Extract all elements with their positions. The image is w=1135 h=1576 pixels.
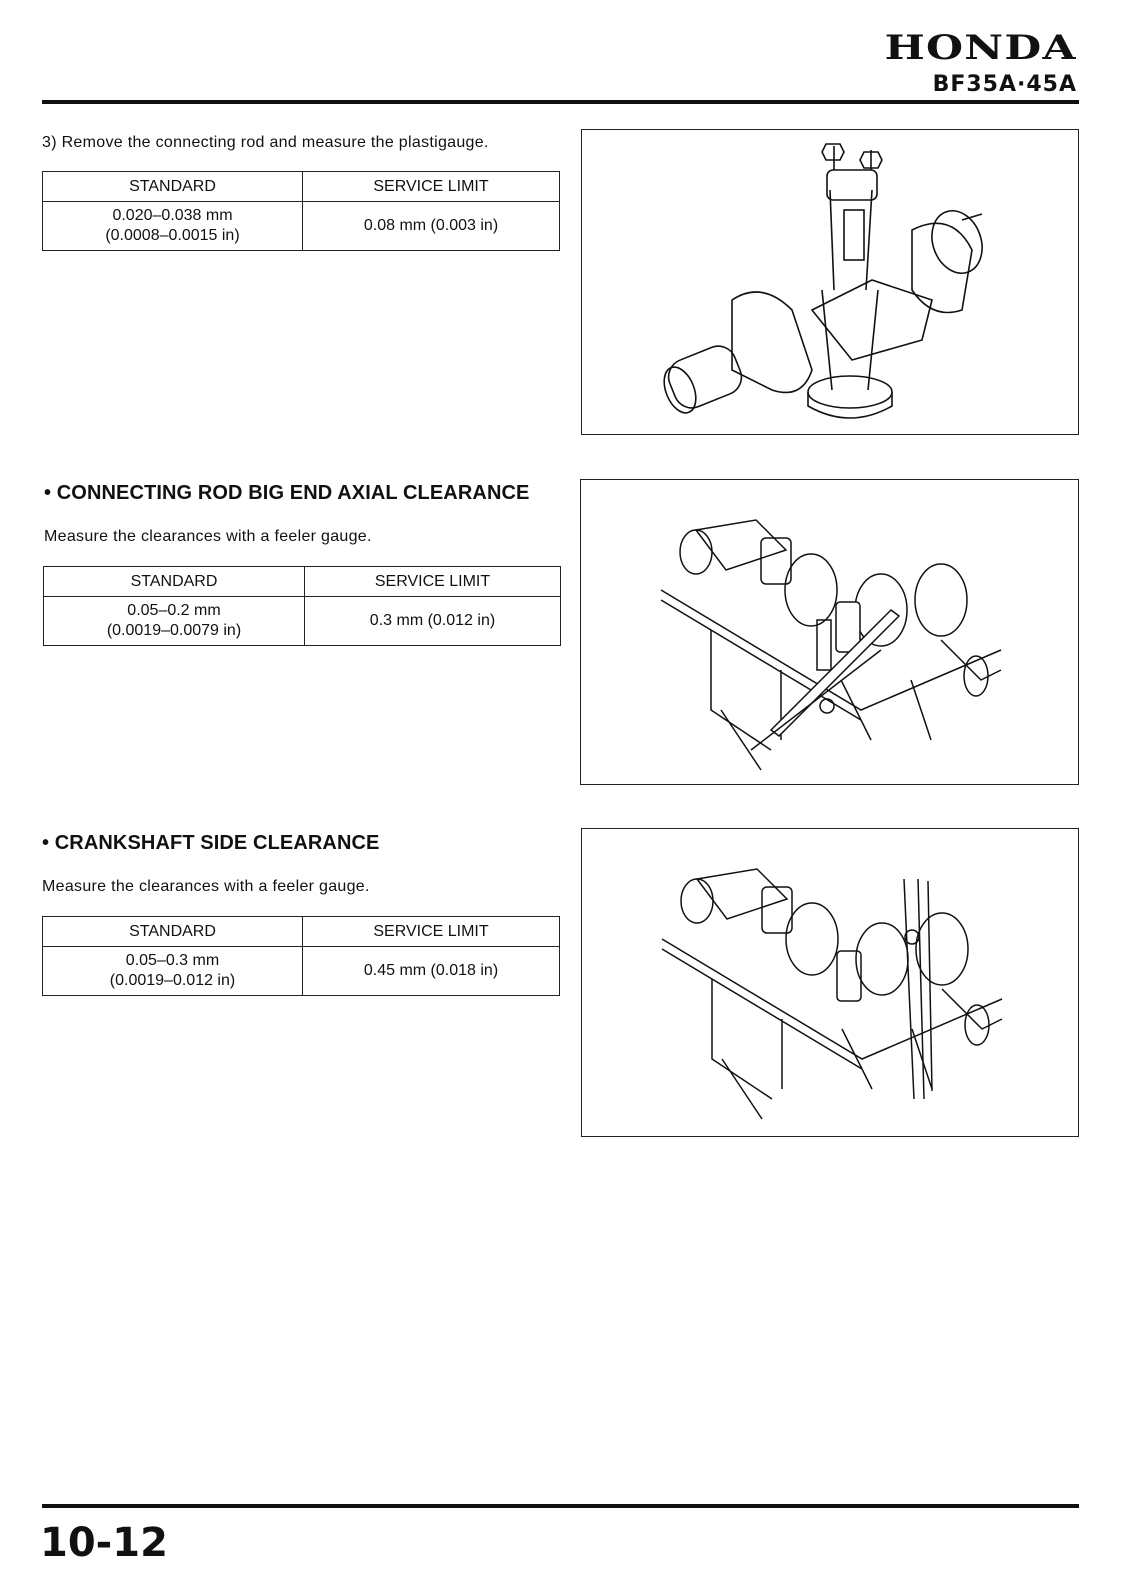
model-label: BF35A·45A xyxy=(932,72,1077,97)
service-limit-header: SERVICE LIMIT xyxy=(303,917,560,947)
page-number: 10-12 xyxy=(40,1520,168,1566)
service-limit-value: 0.45 mm (0.018 in) xyxy=(303,947,560,996)
brand-logo: HONDA xyxy=(884,28,1077,68)
feeler-gauge-crankshaft-illustration-icon xyxy=(582,829,1078,1136)
spec-table-big-end-axial xyxy=(43,566,561,646)
standard-header: STANDARD xyxy=(43,917,303,947)
feeler-gauge-instruction: Measure the clearances with a feeler gauge. xyxy=(44,528,372,545)
step-3-text: 3) Remove the connecting rod and measure the plastigauge. xyxy=(42,134,489,151)
service-limit-header: SERVICE LIMIT xyxy=(303,172,560,202)
feeler-gauge-instruction: Measure the clearances with a feeler gauge. xyxy=(42,878,370,895)
figure-crankshaft-feeler-gauge xyxy=(581,828,1079,1137)
standard-metric: 0.05–0.3 mm xyxy=(125,952,220,969)
service-limit-header: SERVICE LIMIT xyxy=(305,567,561,597)
heading-big-end-axial-clearance: • CONNECTING ROD BIG END AXIAL CLEARANCE xyxy=(44,482,530,504)
standard-imperial: (0.0019–0.0079 in) xyxy=(106,622,242,639)
service-limit-value: 0.08 mm (0.003 in) xyxy=(303,202,560,251)
standard-imperial: (0.0008–0.0015 in) xyxy=(105,227,240,244)
crankshaft-plastigauge-illustration-icon xyxy=(582,130,1078,434)
standard-value xyxy=(44,597,305,646)
standard-metric: 0.020–0.038 mm xyxy=(112,207,233,224)
standard-imperial: (0.0019–0.012 in) xyxy=(109,972,236,989)
service-limit-value: 0.3 mm (0.012 in) xyxy=(305,597,561,646)
figure-crankshaft-plastigauge xyxy=(581,129,1079,435)
standard-header: STANDARD xyxy=(43,172,303,202)
footer-rule xyxy=(42,1504,1079,1508)
figure-big-end-feeler-gauge xyxy=(580,479,1079,785)
standard-value xyxy=(43,202,303,251)
standard-header: STANDARD xyxy=(44,567,305,597)
header-rule xyxy=(42,100,1079,104)
standard-metric: 0.05–0.2 mm xyxy=(127,602,221,619)
heading-crankshaft-side-clearance: • CRANKSHAFT SIDE CLEARANCE xyxy=(42,832,380,854)
standard-value xyxy=(43,947,303,996)
feeler-gauge-big-end-illustration-icon xyxy=(581,480,1078,784)
spec-table-crankshaft-side xyxy=(42,916,560,996)
spec-table-plastigauge xyxy=(42,171,560,251)
